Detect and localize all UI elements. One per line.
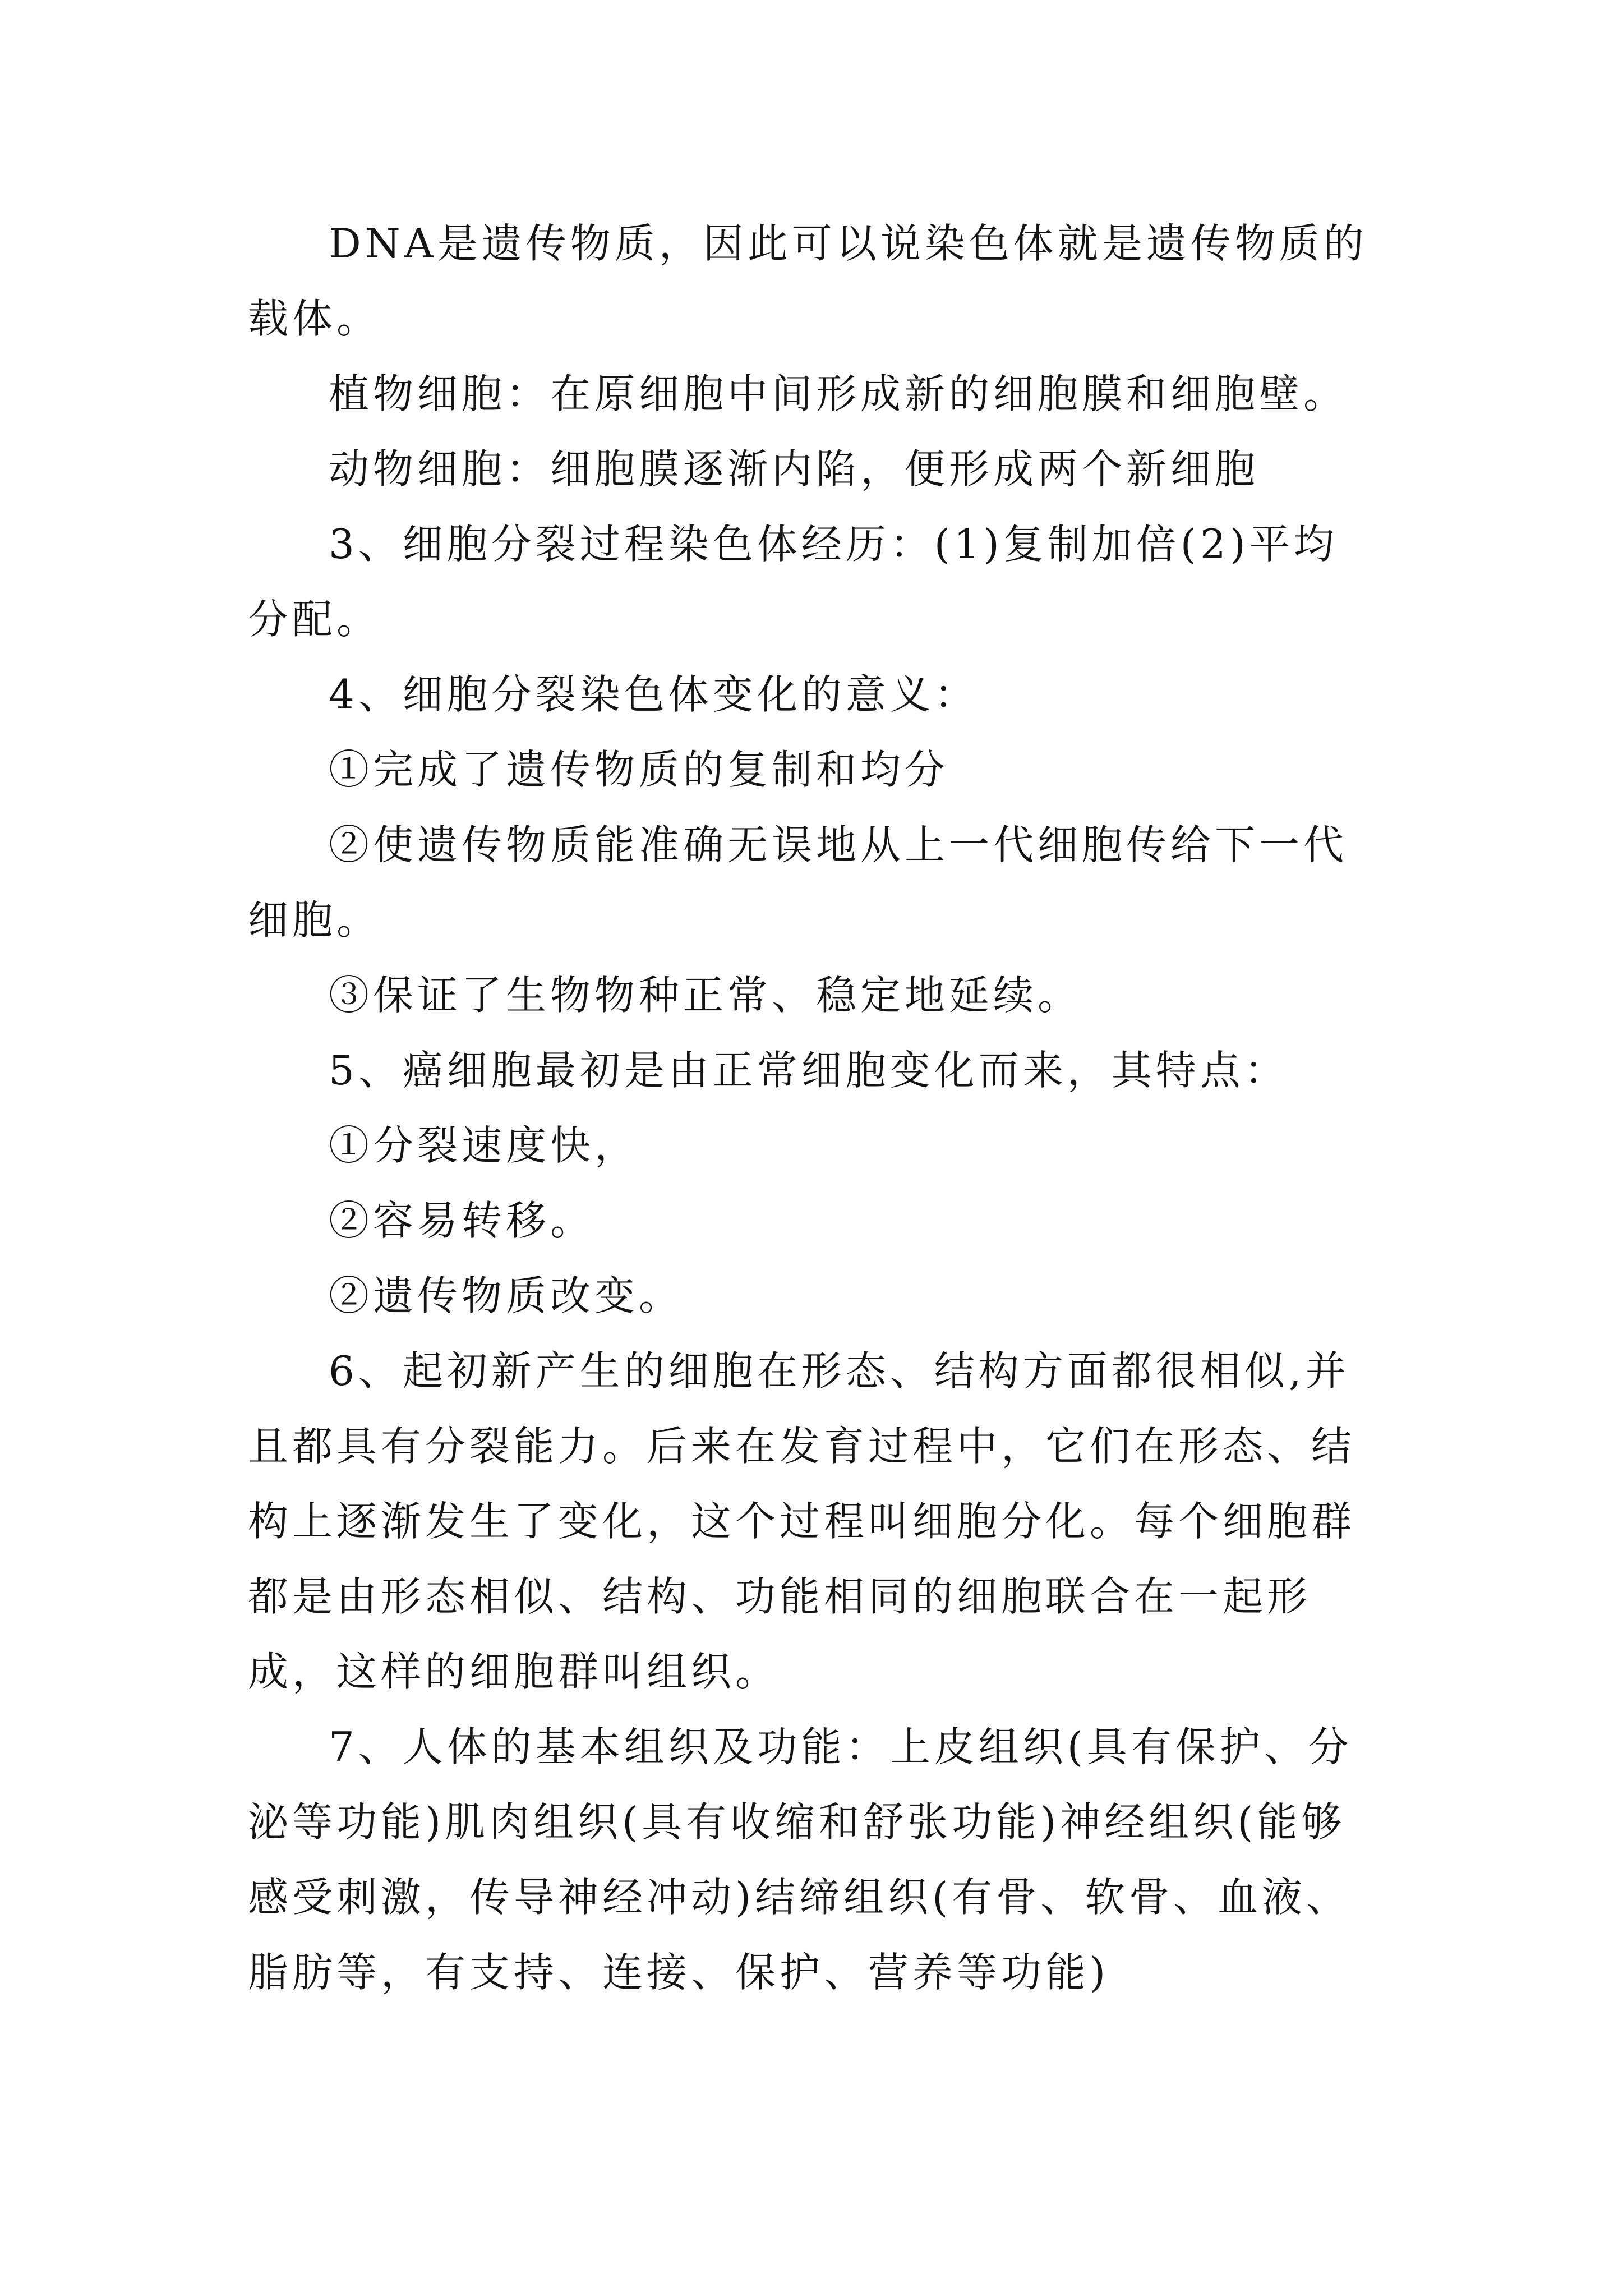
paragraph-plant-cell: 植物细胞：在原细胞中间形成新的细胞膜和细胞壁。 <box>329 370 1348 417</box>
paragraph-item-4-point-3: ③保证了生物物种正常、稳定地延续。 <box>329 972 1082 1019</box>
paragraph-item-6: 6、起初新产生的细胞在形态、结构方面都很相似,并且都具有分裂能力。后来在发育过程中，它们在形态、结构上逐渐发生了变化，这个过程叫细胞分化。每个细胞群都是由形态相似、结构、功能相同的细胞联合在一起形成，这样的细胞群叫组织。 <box>248 1347 1356 1695</box>
document-body <box>248 206 1381 2010</box>
paragraph-dna-carrier: DNA是遗传物质，因此可以说染色体就是遗传物质的载体。 <box>248 220 1368 342</box>
paragraph-item-4: 4、细胞分裂染色体变化的意义： <box>329 671 979 718</box>
paragraph-item-5-point-2: ②容易转移。 <box>329 1197 595 1244</box>
paragraph-item-5-point-1: ①分裂速度快， <box>329 1122 639 1169</box>
paragraph-item-7: 7、人体的基本组织及功能：上皮组织(具有保护、分泌等功能)肌肉组织(具有收缩和舒张功能)神经组织(能够感受刺激，传导神经冲动)结缔组织(有骨、软骨、血液、脂肪等，有支持、连接、保护、营养等功能) <box>248 1723 1353 1996</box>
paragraph-item-5: 5、癌细胞最初是由正常细胞变化而来，其特点： <box>329 1047 1289 1094</box>
paragraph-item-4-point-2: ②使遗传物质能准确无误地从上一代细胞传给下一代细胞。 <box>248 821 1348 944</box>
paragraph-item-3: 3、细胞分裂过程染色体经历：(1)复制加倍(2)平均分配。 <box>248 521 1338 643</box>
paragraph-item-5-point-3: ②遗传物质改变。 <box>329 1272 684 1319</box>
paragraph-animal-cell: 动物细胞：细胞膜逐渐内陷，便形成两个新细胞 <box>329 445 1260 493</box>
paragraph-item-4-point-1: ①完成了遗传物质的复制和均分 <box>329 746 949 793</box>
